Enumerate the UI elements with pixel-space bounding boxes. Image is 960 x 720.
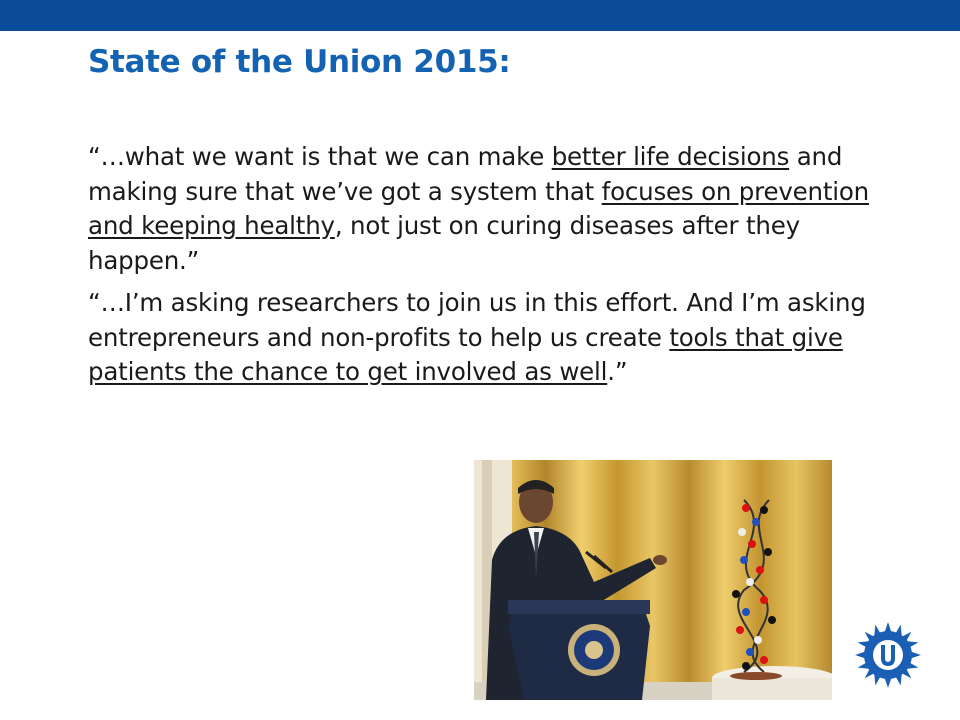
quote-second — [88, 286, 878, 390]
quote-first-underlined-2: focuses on prevention and keeping healthy — [88, 176, 869, 240]
quote-first-text-1: “…what we want is that we can make — [88, 142, 552, 171]
speaker-photo — [474, 460, 832, 700]
slide-title: State of the Union 2015: — [88, 44, 511, 80]
quote-second-underlined: tools that give patients the chance to get involved as well — [88, 322, 843, 386]
quote-second-text-2: .” — [607, 357, 628, 386]
top-accent-bar — [0, 0, 960, 31]
quote-first-text-2: and making sure that we’ve got a system that — [88, 142, 843, 206]
quote-first — [88, 140, 878, 278]
slide-body — [88, 140, 878, 398]
quote-first-text-3: , not just on curing diseases after they happen.” — [88, 211, 800, 275]
quote-first-underlined-1: better life decisions — [551, 142, 790, 171]
photo-illustration-icon — [474, 460, 832, 700]
university-logo-icon — [853, 620, 923, 690]
quote-second-text-1: “…I’m asking researchers to join us in this effort. And I’m asking entrepreneurs and non-profits to help us create — [88, 288, 866, 352]
